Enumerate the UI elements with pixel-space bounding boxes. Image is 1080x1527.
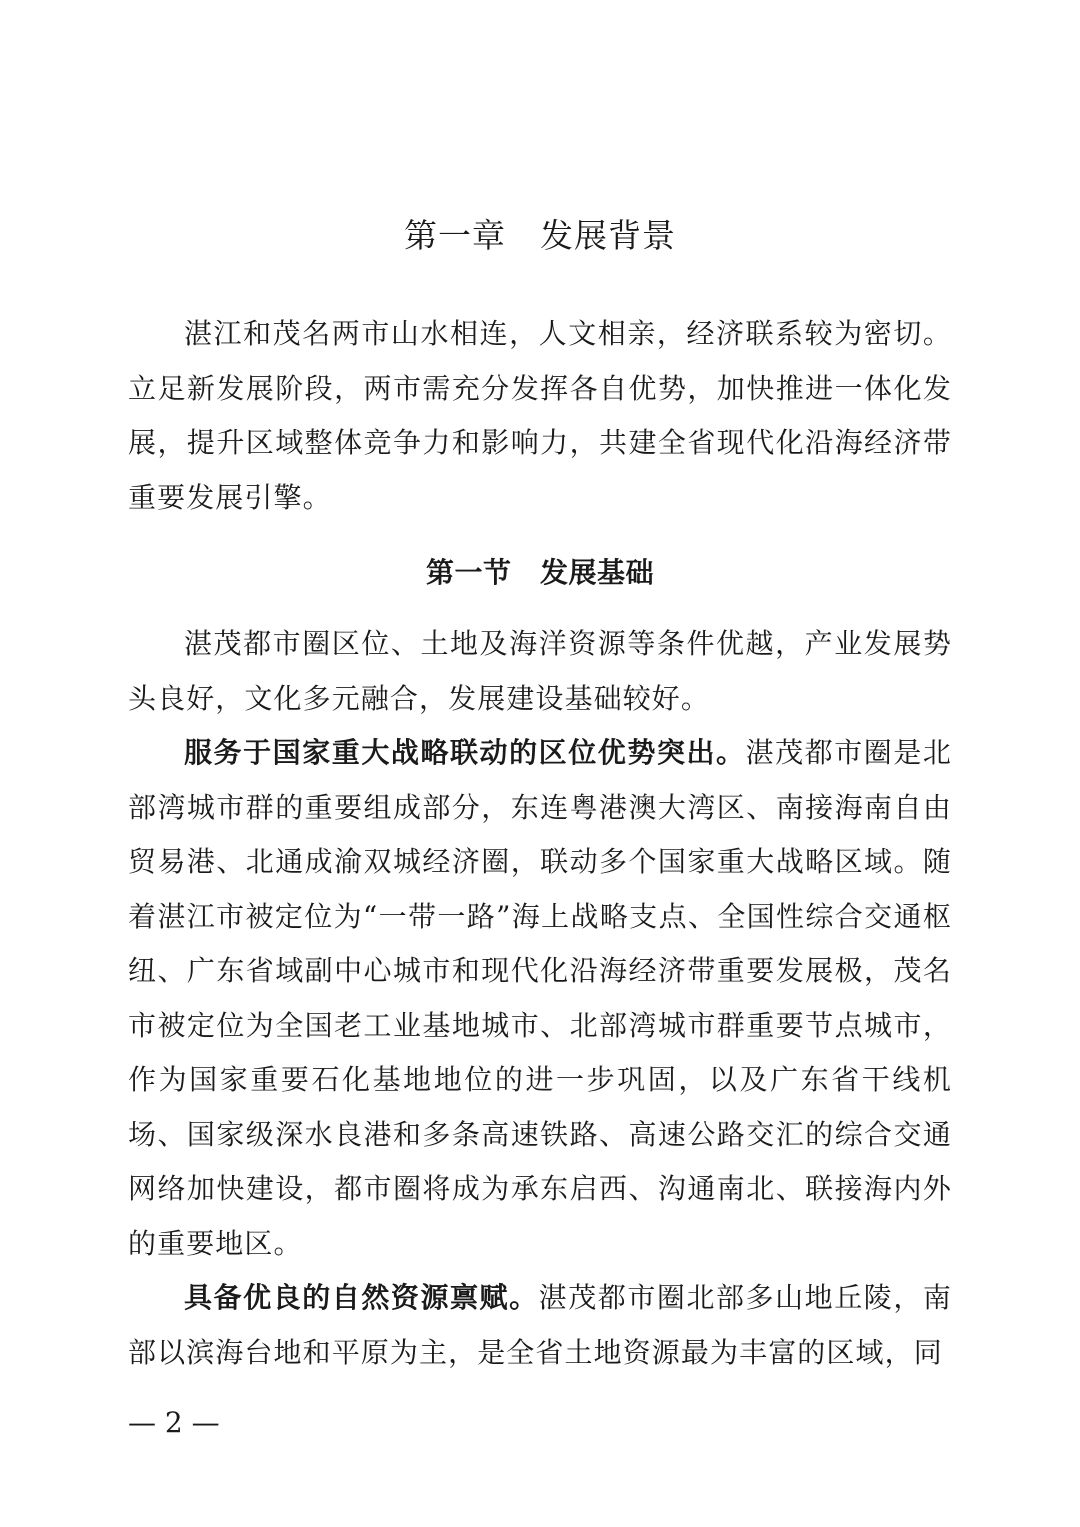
intro-paragraph: 湛江和茂名两市山水相连，人文相亲，经济联系较为密切。立足新发展阶段，两市需充分发挥各自优势，加快推进一体化发展，提升区域整体竞争力和影响力，共建全省现代化沿海经济带重要发展引擎。 [128,317,952,514]
chapter-title: 第一章 发展背景 [404,216,676,255]
location-advantage-text: 湛茂都市圈是北部湾城市群的重要组成部分，东连粤港澳大湾区、南接海南自由贸易港、北通成渝双城经济圈，联动多个国家重大战略区域。随着湛江市被定位为“一带一路”海上战略支点、全国性综合交通枢纽、广东省域副中心城市和现代化沿海经济带重要发展极，茂名市被定位为全国老工业基地城市、北部湾城市群重要节点城市，作为国家重要石化基地地位的进一步巩固，以及广东省干线机场、国家级深水良港和多条高速铁路、高速公路交汇的综合交通网络加快建设，都市圈将成为承东启西、沟通南北、联接海内外的重要地区。 [128,736,952,1260]
natural-resources-text: 湛茂都市圈北部多山地丘陵，南部以滨海台地和平原为主，是全省土地资源最为丰富的区域，同 [128,1281,952,1369]
location-advantage-heading: 服务于国家重大战略联动的区位优势突出。 [184,736,746,769]
section-title: 第一节 发展基础 [425,556,654,589]
page-number: — 2 — [128,1406,220,1439]
natural-resources-paragraph [128,1271,952,1380]
natural-resources-heading: 具备优良的自然资源禀赋。 [184,1281,539,1314]
section-intro-paragraph: 湛茂都市圈区位、土地及海洋资源等条件优越，产业发展势头良好，文化多元融合，发展建设基础较好。 [128,627,952,715]
location-advantage-paragraph [128,726,952,1271]
